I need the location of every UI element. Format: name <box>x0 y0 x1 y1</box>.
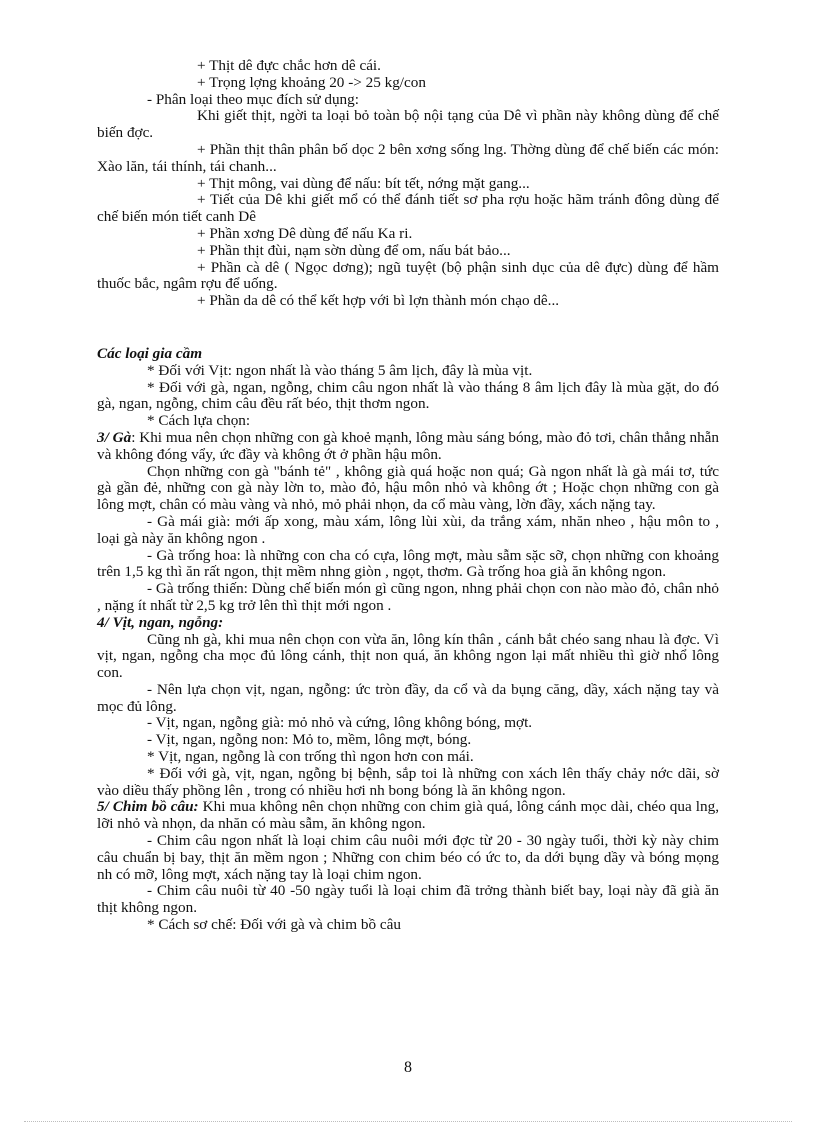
paragraph: + Phần xơng Dê dùng để nấu Ka ri. <box>197 224 413 242</box>
paragraph: + Phần thịt đùi, nạm sờn dùng để om, nấu bát bảo... <box>197 241 511 259</box>
section-heading: 3/ Gà <box>97 428 132 446</box>
paragraph: + Tiết của Dê khi giết mổ có thể đánh tiết sơ pha rợu hoặc hãm tránh đông dùng để chế biến món tiết canh Dê <box>97 191 719 226</box>
paragraph: + Trọng lợng khoảng 20 -> 25 kg/con <box>197 73 426 91</box>
paragraph-text: : Khi mua nên chọn những con gà khoẻ mạnh, lông màu sáng bóng, mào đỏ tơi, chân thẳng nhẵn và không đóng vẩy, ức đầy và không ớt ở phần hậu môn. <box>97 428 719 463</box>
paragraph: + Phần da dê có thể kết hợp với bì lợn thành món chạo dê... <box>197 292 560 310</box>
paragraph: - Gà mái già: mới ấp xong, màu xám, lông lùi xùi, da trắng xám, nhăn nheo , hậu môn to , loại gà này ăn không ngon . <box>97 512 719 547</box>
section-heading: 4/ Vịt, ngan, ngỗng: <box>97 613 224 631</box>
section-heading: 5/ Chim bồ câu: <box>97 798 199 816</box>
paragraph: * Đối với Vịt: ngon nhất là vào tháng 5 âm lịch, đây là mùa vịt. <box>147 361 533 379</box>
paragraph-with-heading <box>97 430 719 464</box>
paragraph: - Vịt, ngan, ngỗng non: Mỏ to, mềm, lông mợt, bóng. <box>147 731 472 749</box>
paragraph: + Phần cà dê ( Ngọc dơng); ngũ tuyệt (bộ phận sinh dục của dê đực) dùng để hầm thuốc bắc, ngâm rợu để uống. <box>97 258 719 293</box>
page-number: 8 <box>404 1059 412 1076</box>
paragraph: * Cách sơ chế: Đối với gà và chim bồ câu <box>147 916 401 934</box>
page-content <box>97 58 719 934</box>
paragraph: - Gà trống thiến: Dùng chế biến món gì cũng ngon, nhng phải chọn con nào mào đỏ, chân nhỏ , nặng ít nhất từ 2,5 kg trở lên thì thịt mới ngon . <box>97 580 719 614</box>
paragraph: * Cách lựa chọn: <box>147 412 251 430</box>
page-bottom-divider <box>24 1121 792 1122</box>
paragraph: - Phân loại theo mục đích sử dụng: <box>147 90 359 108</box>
paragraph: * Đối với gà, ngan, ngỗng, chim câu ngon nhất là vào tháng 8 âm lịch đây là mùa gặt, do đó gà, ngan, ngỗng, chim câu đều rất béo, thịt thơm ngon. <box>97 378 719 413</box>
paragraph: - Nên lựa chọn vịt, ngan, ngỗng: ức tròn đầy, da cổ và da bụng căng, dầy, xách nặng tay và mọc đủ lông. <box>97 680 719 715</box>
paragraph: - Chim câu nuôi từ 40 -50 ngày tuổi là loại chim đã trởng thành biết bay, loại này đã già ăn thịt không ngon. <box>97 882 719 917</box>
paragraph: - Gà trống hoa: là những con cha có cựa, lông mợt, màu sẫm sặc sỡ, chọn những con khoảng trên 1,5 kg thì ăn rất ngon, thịt mềm nhng giòn , ngọt, thơm. Gà trống hoa già ăn không ngon. <box>97 546 719 581</box>
paragraph: - Chim câu ngon nhất là loại chim câu nuôi mới đợc từ 20 - 30 ngày tuổi, thời kỳ này chim câu chuẩn bị bay, thịt ăn mềm ngon ; Những con chim béo có ức to, da dới bụng dầy và bóng mọng nh có mỡ, lông mợt, xách nặng tay là loại chim ngon. <box>97 832 719 883</box>
paragraph-with-heading <box>97 799 719 833</box>
paragraph: - Vịt, ngan, ngỗng già: mỏ nhỏ và cứng, lông không bóng, mợt. <box>147 714 533 732</box>
paragraph: Khi giết thịt, ngời ta loại bỏ toàn bộ nội tạng của Dê vì phần này không dùng để chế biến đợc. <box>97 107 719 142</box>
paragraph: + Phần thịt thân phân bố dọc 2 bên xơng sống lng. Thờng dùng để chế biến các món: Xào lăn, tái thính, tái chanh... <box>97 140 719 175</box>
paragraph-text: Khi mua không nên chọn những con chim già quá, lông cánh mọc dài, chéo qua lng, lỡi nhỏ và nhọn, da nhăn có màu sẫm, ăn không ngon. <box>97 798 719 833</box>
paragraph: * Đối với gà, vịt, ngan, ngỗng bị bệnh, sắp toi là những con xách lên thấy chảy nớc dãi, sờ vào diều thấy phồng lên , trong có nhiều hơi nh bong bóng là ăn không ngon. <box>97 764 719 799</box>
section-spacer <box>97 310 719 346</box>
paragraph: * Vịt, ngan, ngỗng là con trống thì ngon hơn con mái. <box>147 748 474 766</box>
paragraph: + Thịt dê đực chắc hơn dê cái. <box>197 57 381 74</box>
paragraph: Cũng nh gà, khi mua nên chọn con vừa ăn, lông kín thân , cánh bắt chéo sang nhau là đợc. Vì vịt, ngan, ngỗng cha mọc đủ lông cánh, thịt non quá, ăn không ngon lại mất nhiều thì giờ nhổ lông con. <box>97 630 719 682</box>
section-heading: Các loại gia cầm <box>97 344 203 362</box>
paragraph: Chọn những con gà "bánh tẻ" , không già quá hoặc non quá; Gà ngon nhất là gà mái tơ, tức gà gần đẻ, những con gà này lờn to, mào đỏ, hậu môn nhỏ và không ớt ; Hoặc chọn những con gà lông mợt, chân có màu vàng và nhỏ, mỏ phải nhọn, da cổ màu vàng, lờn đầy, xách nặng tay. <box>97 462 719 514</box>
paragraph: + Thịt mông, vai dùng để nấu: bít tết, nớng mặt gang... <box>197 174 530 192</box>
